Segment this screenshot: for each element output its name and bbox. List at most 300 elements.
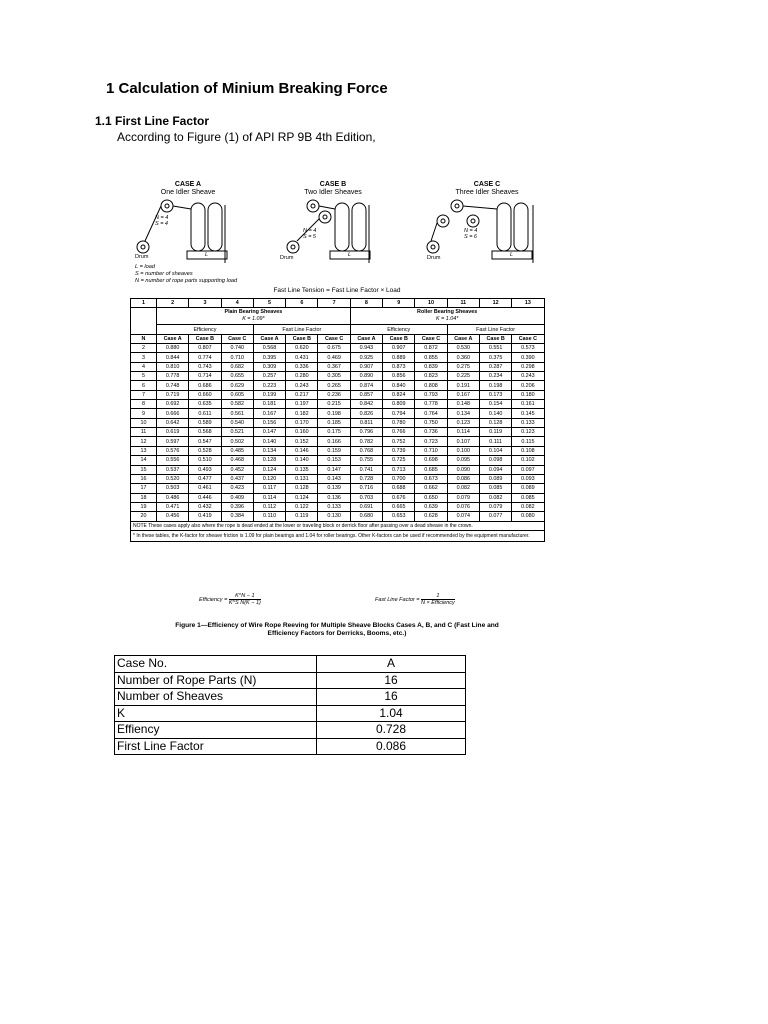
table-cell: 0.840 (383, 381, 415, 390)
case-a-heading: CASE A One Idler Sheave (160, 181, 216, 196)
table-cell: 0.419 (189, 512, 221, 521)
table-cell: 0.119 (479, 428, 511, 437)
table-cell: 0.874 (350, 381, 382, 390)
table-cell: 0.117 (253, 484, 285, 493)
table-cell: 0.243 (512, 372, 544, 381)
table-row (131, 502, 545, 511)
table-row (131, 512, 545, 521)
table-cell: 0.665 (383, 502, 415, 511)
table-cell: 0.140 (253, 437, 285, 446)
intro-text: According to Figure (1) of API RP 9B 4th Edition, (117, 130, 376, 144)
table-cell: 0.764 (415, 409, 447, 418)
bearing-header-row: Plain Bearing Sheaves K = 1.09* Roller Bearing Sheaves K = 1.04* (131, 308, 545, 325)
table-cell: 0.713 (383, 465, 415, 474)
table-cell: 0.152 (286, 437, 318, 446)
table-cell: 0.423 (221, 484, 253, 493)
table-row (131, 353, 545, 362)
table-cell: 0.154 (479, 400, 511, 409)
table-cell: 0.217 (286, 390, 318, 399)
table-cell: 0.807 (189, 344, 221, 353)
table-cell: 0.234 (479, 372, 511, 381)
table-cell: 0.396 (221, 502, 253, 511)
table-cell: 0.639 (415, 502, 447, 511)
table-cell: 0.166 (318, 437, 350, 446)
table-cell: 0.111 (479, 437, 511, 446)
table-cell: 0.360 (447, 353, 479, 362)
table-cell: 0.471 (157, 502, 189, 511)
case-a-drum-label: Drum (135, 254, 149, 260)
table-cell: 0.755 (350, 456, 382, 465)
table-cell: 0.133 (318, 502, 350, 511)
table-cell: 0.907 (383, 344, 415, 353)
table-cell: 0.688 (383, 484, 415, 493)
table-cell: 0.528 (189, 446, 221, 455)
table-cell: 0.409 (221, 493, 253, 502)
table-cell: 0.384 (221, 512, 253, 521)
table-cell: 0.768 (350, 446, 382, 455)
table-cell: 0.143 (318, 474, 350, 483)
table-cell: 0.145 (512, 409, 544, 418)
table-cell: 0.719 (157, 390, 189, 399)
case-b-ns: N = 4 S = 5 (303, 228, 317, 240)
table-cell: 0.743 (189, 362, 221, 371)
efficiency-table (130, 298, 545, 542)
table-cell: 0.680 (350, 512, 382, 521)
table-cell: 0.823 (415, 372, 447, 381)
case-c-heading: CASE C Three Idler Sheaves (455, 181, 519, 196)
table-cell: 0.710 (221, 353, 253, 362)
table-cell: 0.198 (479, 381, 511, 390)
table-cell: 0.076 (447, 502, 479, 511)
table-cell: 0.115 (512, 437, 544, 446)
table-cell: 0.146 (286, 446, 318, 455)
table-cell: 0.161 (512, 400, 544, 409)
table-cell: 0.133 (512, 418, 544, 427)
table-cell: 0.629 (221, 381, 253, 390)
table-cell: 0.104 (479, 446, 511, 455)
table-cell: 0.469 (318, 353, 350, 362)
table-cell: 0.305 (318, 372, 350, 381)
table-cell: 0.666 (157, 409, 189, 418)
table-cell: 0.082 (447, 484, 479, 493)
table-row (131, 456, 545, 465)
table-cell: 0.691 (350, 502, 382, 511)
table-cell: 0.842 (350, 400, 382, 409)
table-cell: 0.185 (318, 418, 350, 427)
table-cell: 0.653 (383, 512, 415, 521)
table-cell: 0.750 (415, 418, 447, 427)
case-c-drawing (427, 200, 533, 263)
table-cell: 0.685 (415, 465, 447, 474)
table-cell: 0.159 (318, 446, 350, 455)
subsection-title: 1.1 First Line Factor (95, 114, 210, 128)
table-cell: 0.855 (415, 353, 447, 362)
table-cell: 0.503 (157, 484, 189, 493)
table-cell: 0.692 (157, 400, 189, 409)
table-row (131, 372, 545, 381)
table-cell: 0.089 (512, 484, 544, 493)
table-cell: 0.635 (189, 400, 221, 409)
table-cell: 0.857 (350, 390, 382, 399)
table-row (131, 493, 545, 502)
table-cell: 0.547 (189, 437, 221, 446)
table-row (131, 390, 545, 399)
table-cell: 0.778 (157, 372, 189, 381)
summary-row-rope-parts: Number of Rope Parts (N) 16 (115, 672, 466, 689)
table-cell-n: 19 (131, 502, 157, 511)
table-cell: 0.095 (447, 456, 479, 465)
table-cell: 0.782 (350, 437, 382, 446)
table-cell: 0.182 (286, 409, 318, 418)
table-cell: 0.741 (350, 465, 382, 474)
table-cell: 0.452 (221, 465, 253, 474)
table-cell-n: 6 (131, 381, 157, 390)
table-cell: 0.148 (447, 400, 479, 409)
case-b-drum-label: Drum (280, 255, 294, 261)
table-cell: 0.100 (447, 446, 479, 455)
table-cell: 0.198 (318, 409, 350, 418)
reeving-diagram (125, 197, 549, 265)
table-cell: 0.167 (447, 390, 479, 399)
table-cell: 0.774 (189, 353, 221, 362)
table-cell: 0.826 (350, 409, 382, 418)
table-cell: 0.181 (253, 400, 285, 409)
table-row (131, 362, 545, 371)
table-cell: 0.493 (189, 465, 221, 474)
table-cell: 0.390 (512, 353, 544, 362)
table-cell: 0.556 (157, 456, 189, 465)
table-cell: 0.077 (479, 512, 511, 521)
table-cell: 0.628 (415, 512, 447, 521)
table-cell: 0.093 (512, 474, 544, 483)
table-note-row: NOTE These cases apply also where the rope is dead ended at the lower or traveling block or derrick floor after passing over a dead sheave in the crown. (131, 521, 545, 530)
fast-line-factor-formula: Fast Line Factor = $\frac{1}{\text{N × Efficiency}}$ (375, 593, 455, 606)
table-cell: 0.736 (415, 428, 447, 437)
table-cell: 0.119 (286, 512, 318, 521)
summary-row-case: Case No. A (115, 656, 466, 673)
table-cell: 0.907 (350, 362, 382, 371)
table-cell: 0.540 (221, 418, 253, 427)
table-cell: 0.136 (318, 493, 350, 502)
table-cell-n: 10 (131, 418, 157, 427)
table-cell: 0.582 (221, 400, 253, 409)
table-cell: 0.135 (286, 465, 318, 474)
table-cell: 0.568 (253, 344, 285, 353)
table-cell-n: 16 (131, 474, 157, 483)
table-cell: 0.128 (479, 418, 511, 427)
table-cell: 0.432 (189, 502, 221, 511)
table-cell: 0.140 (286, 456, 318, 465)
table-cell: 0.468 (221, 456, 253, 465)
table-cell: 0.170 (286, 418, 318, 427)
table-cell: 0.098 (479, 456, 511, 465)
table-cell-n: 7 (131, 390, 157, 399)
table-cell-n: 12 (131, 437, 157, 446)
table-cell: 0.728 (350, 474, 382, 483)
table-cell: 0.243 (286, 381, 318, 390)
table-cell: 0.510 (189, 456, 221, 465)
table-cell: 0.287 (479, 362, 511, 371)
table-cell: 0.191 (447, 381, 479, 390)
table-cell: 0.085 (479, 484, 511, 493)
figure-caption: Figure 1—Efficiency of Wire Rope Reeving for Multiple Sheave Blocks Cases A, B, and C (Fast Line and Efficiency Factors for Derricks, Booms, etc.) (175, 622, 499, 637)
table-cell: 0.123 (512, 428, 544, 437)
table-cell: 0.943 (350, 344, 382, 353)
api-figure (125, 175, 549, 650)
table-cell: 0.257 (253, 372, 285, 381)
table-cell: 0.147 (253, 428, 285, 437)
table-title: Fast Line Tension = Fast Line Factor × Load (273, 287, 401, 294)
table-cell: 0.110 (253, 512, 285, 521)
table-cell: 0.589 (189, 418, 221, 427)
table-cell: 0.673 (415, 474, 447, 483)
table-cell: 0.131 (286, 474, 318, 483)
table-cell: 0.298 (512, 362, 544, 371)
table-cell: 0.502 (221, 437, 253, 446)
table-cell: 0.108 (512, 446, 544, 455)
table-cell: 0.856 (383, 372, 415, 381)
summary-row-first-line-factor: First Line Factor 0.086 (115, 738, 466, 755)
table-cell: 0.642 (157, 418, 189, 427)
table-cell: 0.880 (157, 344, 189, 353)
table-footnote-row: * In these tables, the K-factor for sheave friction is 1.09 for plain bearings and 1.04 for roller bearings. Other K-factors can be used if recommended by the equipment manufacturer. (131, 530, 545, 541)
table-cell: 0.655 (221, 372, 253, 381)
table-cell: 0.752 (383, 437, 415, 446)
table-cell: 0.839 (415, 362, 447, 371)
table-cell: 0.662 (415, 484, 447, 493)
table-cell: 0.180 (512, 390, 544, 399)
table-cell: 0.114 (253, 493, 285, 502)
table-cell: 0.725 (383, 456, 415, 465)
summary-table (114, 655, 466, 755)
summary-row-k: K 1.04 (115, 705, 466, 722)
table-cell: 0.122 (286, 502, 318, 511)
table-cell: 0.156 (253, 418, 285, 427)
table-cell: 0.872 (415, 344, 447, 353)
table-row (131, 381, 545, 390)
table-cell-n: 3 (131, 353, 157, 362)
table-cell: 0.367 (318, 362, 350, 371)
table-row (131, 409, 545, 418)
table-cell: 0.102 (512, 456, 544, 465)
table-cell: 0.080 (512, 512, 544, 521)
table-cell: 0.619 (157, 428, 189, 437)
table-cell: 0.568 (189, 428, 221, 437)
table-cell: 0.446 (189, 493, 221, 502)
table-cell: 0.431 (286, 353, 318, 362)
table-cell: 0.134 (447, 409, 479, 418)
table-row (131, 400, 545, 409)
table-cell: 0.477 (189, 474, 221, 483)
table-cell: 0.796 (350, 428, 382, 437)
case-c-drum-label: Drum (427, 255, 441, 261)
table-cell: 0.810 (157, 362, 189, 371)
table-cell: 0.660 (189, 390, 221, 399)
table-cell: 0.794 (383, 409, 415, 418)
table-cell: 0.114 (447, 428, 479, 437)
table-cell-n: 13 (131, 446, 157, 455)
table-cell: 0.097 (512, 465, 544, 474)
table-cell: 0.140 (479, 409, 511, 418)
table-cell: 0.686 (189, 381, 221, 390)
table-cell-n: 5 (131, 372, 157, 381)
table-cell: 0.160 (286, 428, 318, 437)
table-cell: 0.485 (221, 446, 253, 455)
table-cell: 0.275 (447, 362, 479, 371)
table-cell: 0.521 (221, 428, 253, 437)
table-cell: 0.675 (318, 344, 350, 353)
table-cell: 0.530 (447, 344, 479, 353)
table-cell: 0.079 (447, 493, 479, 502)
table-cell: 0.130 (318, 512, 350, 521)
case-b-drawing (287, 200, 370, 263)
table-cell: 0.844 (157, 353, 189, 362)
table-cell-n: 18 (131, 493, 157, 502)
table-cell: 0.199 (253, 390, 285, 399)
case-header-row: N Case A Case B Case C Case A Case B Case C Case A Case B Case C Case A Case B Case C (131, 334, 545, 343)
table-cell: 0.265 (318, 381, 350, 390)
table-cell: 0.723 (415, 437, 447, 446)
table-cell: 0.134 (253, 446, 285, 455)
table-cell-n: 20 (131, 512, 157, 521)
table-cell: 0.576 (157, 446, 189, 455)
table-cell: 0.395 (253, 353, 285, 362)
table-cell: 0.676 (383, 493, 415, 502)
case-b-load-label: L (348, 252, 352, 258)
table-cell: 0.620 (286, 344, 318, 353)
table-cell: 0.537 (157, 465, 189, 474)
case-a-load-label: L (205, 252, 209, 258)
case-c-load-label: L (510, 252, 514, 258)
table-row (131, 428, 545, 437)
table-cell: 0.461 (189, 484, 221, 493)
table-cell: 0.197 (286, 400, 318, 409)
figure-legend: L = load S = number of sheaves N = number of rope parts supporting load (135, 264, 238, 284)
table-cell: 0.206 (512, 381, 544, 390)
table-cell: 0.128 (253, 456, 285, 465)
table-cell: 0.809 (383, 400, 415, 409)
table-cell: 0.486 (157, 493, 189, 502)
table-cell: 0.925 (350, 353, 382, 362)
table-cell: 0.089 (479, 474, 511, 483)
table-cell: 0.740 (221, 344, 253, 353)
table-cell: 0.766 (383, 428, 415, 437)
table-cell: 0.079 (479, 502, 511, 511)
table-cell: 0.124 (286, 493, 318, 502)
table-cell: 0.173 (479, 390, 511, 399)
table-cell: 0.808 (415, 381, 447, 390)
table-cell: 0.082 (512, 502, 544, 511)
table-cell: 0.714 (189, 372, 221, 381)
table-cell: 0.739 (383, 446, 415, 455)
table-cell: 0.748 (157, 381, 189, 390)
table-cell: 0.112 (253, 502, 285, 511)
table-cell: 0.085 (512, 493, 544, 502)
table-cell: 0.456 (157, 512, 189, 521)
summary-row-efficiency: Effiency 0.728 (115, 722, 466, 739)
group-header-row: Efficiency Fast Line Factor Efficiency Fast Line Factor (131, 325, 545, 334)
table-cell: 0.215 (318, 400, 350, 409)
table-cell-n: 4 (131, 362, 157, 371)
table-cell: 0.890 (350, 372, 382, 381)
table-cell-n: 17 (131, 484, 157, 493)
table-cell: 0.375 (479, 353, 511, 362)
table-cell: 0.716 (350, 484, 382, 493)
table-cell: 0.698 (415, 456, 447, 465)
table-row (131, 437, 545, 446)
table-cell-n: 14 (131, 456, 157, 465)
table-row (131, 474, 545, 483)
table-cell: 0.094 (479, 465, 511, 474)
table-cell: 0.082 (479, 493, 511, 502)
case-a-drawing (137, 200, 227, 263)
efficiency-formula: Efficiency = $\frac{K\^{}N - 1}{\text{K\textasciicircum{}S N(K − 1)}}$ (199, 593, 261, 606)
table-cell: 0.167 (253, 409, 285, 418)
table-cell: 0.107 (447, 437, 479, 446)
table-cell: 0.611 (189, 409, 221, 418)
table-cell-n: 2 (131, 344, 157, 353)
table-cell-n: 15 (131, 465, 157, 474)
table-row (131, 344, 545, 353)
case-c-ns: N = 4 S = 6 (464, 228, 478, 240)
column-number-row: 1 2 3 4 5 6 7 8 9 10 11 12 13 (131, 299, 545, 308)
table-row (131, 446, 545, 455)
table-cell: 0.780 (383, 418, 415, 427)
table-cell-n: 8 (131, 400, 157, 409)
table-cell: 0.074 (447, 512, 479, 521)
case-b-heading: CASE B Two Idler Sheaves (304, 181, 362, 196)
table-cell: 0.223 (253, 381, 285, 390)
table-cell: 0.147 (318, 465, 350, 474)
table-row (131, 418, 545, 427)
table-cell: 0.551 (479, 344, 511, 353)
table-cell: 0.811 (350, 418, 382, 427)
table-cell: 0.793 (415, 390, 447, 399)
table-cell: 0.124 (253, 465, 285, 474)
efficiency-table-body (131, 344, 545, 522)
case-a-ns: N = 4 S = 4 (155, 215, 169, 227)
table-cell: 0.128 (286, 484, 318, 493)
table-cell-n: 11 (131, 428, 157, 437)
table-cell: 0.778 (415, 400, 447, 409)
table-cell: 0.236 (318, 390, 350, 399)
table-cell: 0.650 (415, 493, 447, 502)
table-cell: 0.520 (157, 474, 189, 483)
table-cell: 0.225 (447, 372, 479, 381)
table-cell: 0.120 (253, 474, 285, 483)
table-cell: 0.175 (318, 428, 350, 437)
table-cell: 0.700 (383, 474, 415, 483)
section-title: 1 Calculation of Minium Breaking Force (106, 80, 388, 97)
table-cell: 0.573 (512, 344, 544, 353)
table-cell: 0.309 (253, 362, 285, 371)
table-cell: 0.605 (221, 390, 253, 399)
table-row (131, 465, 545, 474)
table-cell-n: 9 (131, 409, 157, 418)
table-cell: 0.824 (383, 390, 415, 399)
table-cell: 0.139 (318, 484, 350, 493)
table-cell: 0.280 (286, 372, 318, 381)
summary-row-sheaves: Number of Sheaves 16 (115, 689, 466, 706)
table-cell: 0.437 (221, 474, 253, 483)
table-cell: 0.123 (447, 418, 479, 427)
table-cell: 0.561 (221, 409, 253, 418)
table-cell: 0.597 (157, 437, 189, 446)
table-cell: 0.336 (286, 362, 318, 371)
table-row (131, 484, 545, 493)
table-cell: 0.682 (221, 362, 253, 371)
table-cell: 0.710 (415, 446, 447, 455)
